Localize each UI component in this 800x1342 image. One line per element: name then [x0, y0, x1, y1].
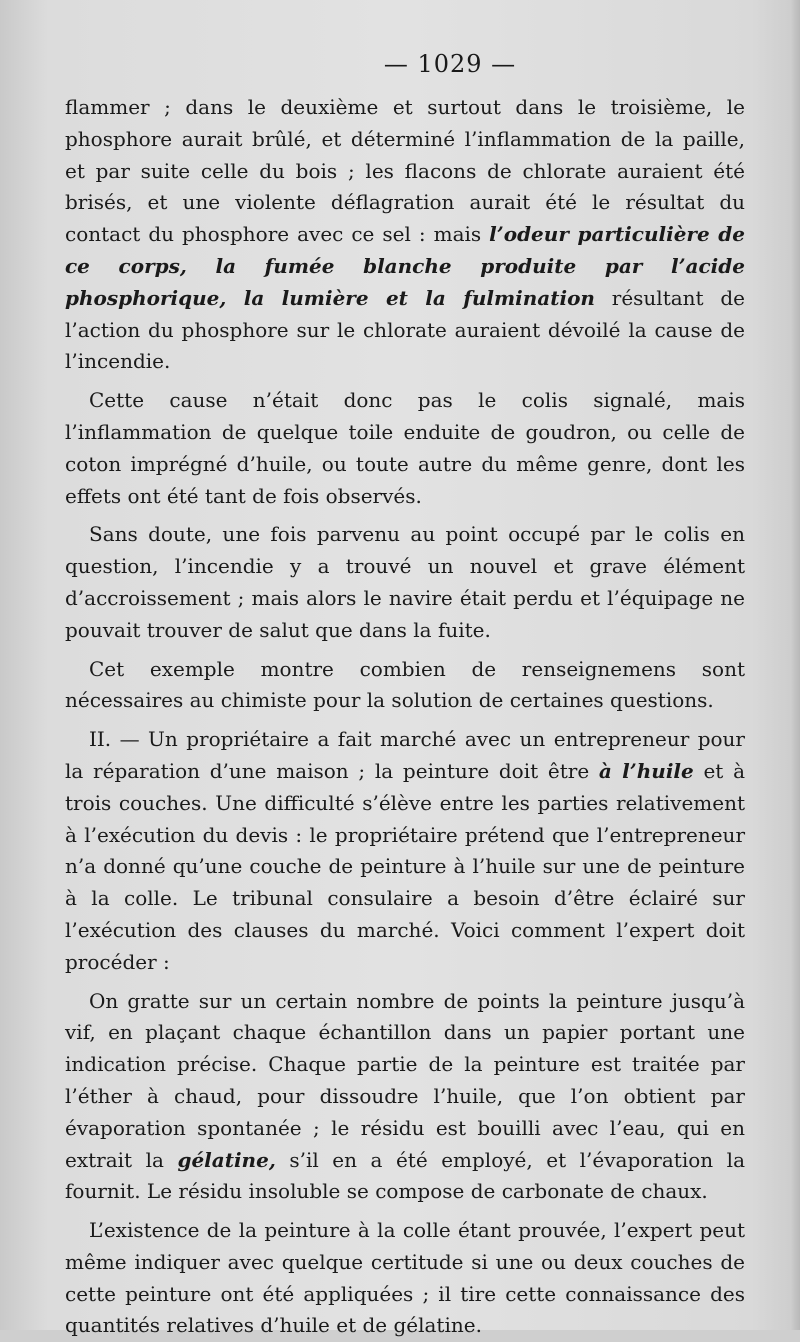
paragraph-5-italic: à l’huile [598, 758, 694, 783]
page-number: — 1029 — [383, 50, 517, 78]
paragraph-6-italic: gélatine, [177, 1147, 276, 1172]
paragraph-6-text-end: s’il en a été employé, et l’évaporation la fournit. Le résidu insoluble se compose de carbonate de chaux. [65, 1147, 745, 1204]
paragraph-5-text: II. — Un propriétaire a fait marché avec un entrepreneur pour la réparation d’une maison ; la peinture doit être [65, 727, 745, 783]
paragraph-5-text-end: et à trois couches. Une difficulté s’élève entre les parties relativement à l’exécution du devis : le propriétaire prétend que l’entrepreneur n’a donné qu’une couche de peinture à l’huile sur une de peinture à la colle. Le tribunal consulaire a besoin d’être éclairé sur l’exécution des clauses du marché. Voici comment l’expert doit procéder : [65, 758, 745, 974]
paragraph-1-italic: l’odeur particulière de ce corps, la fumée blanche produite par l’acide phosphorique, la lumière et la fulmination [65, 222, 745, 310]
paragraph-1-text-end: résultant de l’action du phosphore sur le chlorate auraient dévoilé la cause de l’incendie. [65, 285, 745, 374]
paragraph-7: L’existence de la peinture à la colle étant prouvée, l’expert peut même indiquer avec quelque certitude si une ou deux couches de cette peinture ont été appliquées ; il tire cette connaissance des quantités relatives d’huile et de gélatine. [65, 1218, 745, 1338]
paragraph-5 [65, 724, 745, 978]
paragraph-1 [65, 92, 745, 378]
paragraph-1-text: flammer ; dans le deuxième et surtout dans le troisième, le phosphore aurait brûlé, et déterminé l’inflammation de la paille, et par suite celle du bois ; les flacons de chlorate auraient été brisés, et une violente déflagration aurait été le résultat du contact du phosphore avec ce sel : mais [65, 95, 745, 247]
paragraph-2: Cette cause n’était donc pas le colis signalé, mais l’inflammation de quelque toile enduite de goudron, ou celle de coton imprégné d’huile, ou toute autre du même genre, dont les effets ont été tant de fois observés. [65, 388, 745, 508]
paragraph-3: Sans doute, une fois parvenu au point occupé par le colis en question, l’incendie y a trouvé un nouvel et grave élément d’accroissement ; mais alors le navire était perdu et l’équipage ne pouvait trouver de salut que dans la fuite. [65, 522, 745, 642]
paragraph-4: Cet exemple montre combien de renseignemens sont nécessaires au chimiste pour la solution de certaines questions. [65, 656, 745, 713]
paragraph-6 [65, 986, 745, 1209]
paragraph-6-text: On gratte sur un certain nombre de points la peinture jusqu’à vif, en plaçant chaque échantillon dans un papier portant une indication précise. Chaque partie de la peinture est traitée par l’éther à chaud, pour dissoudre l’huile, que l’on obtient par évaporation spontanée ; le résidu est bouilli avec l’eau, qui en extrait la [65, 988, 745, 1172]
